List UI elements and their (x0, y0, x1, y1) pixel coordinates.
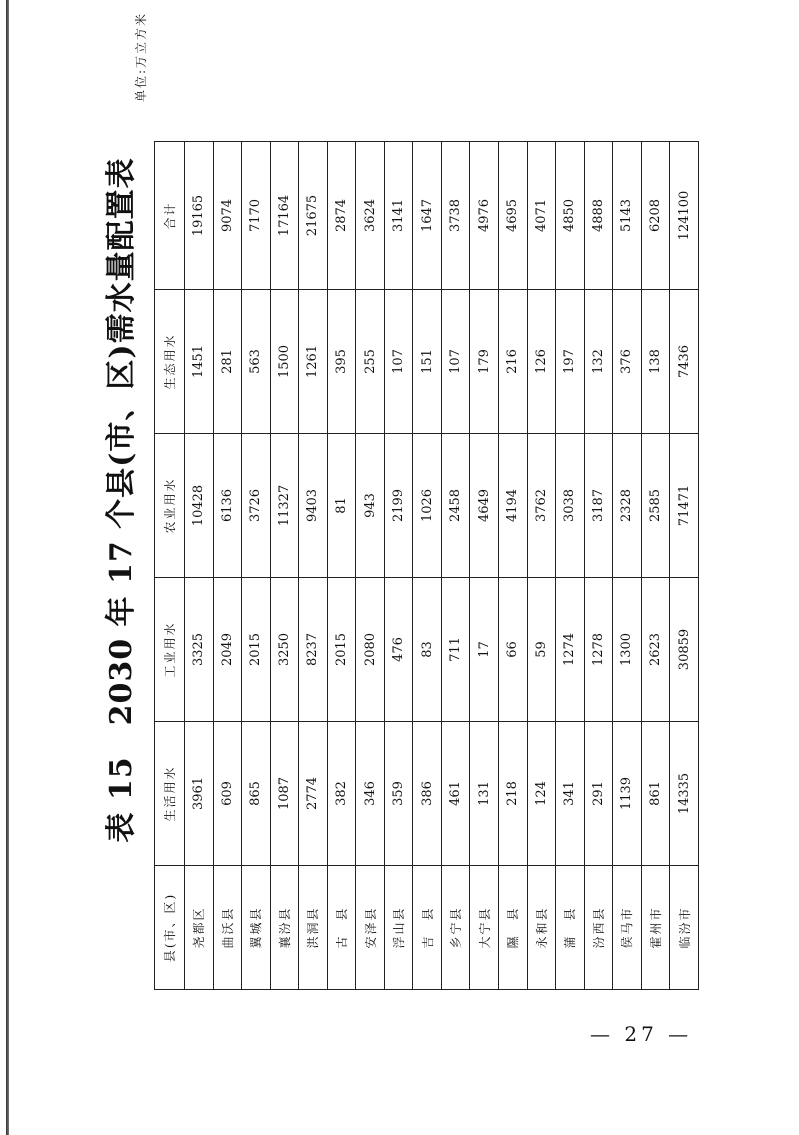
value-cell: 138 (641, 290, 670, 434)
value-cell: 1278 (584, 578, 613, 722)
value-cell: 2874 (327, 142, 356, 290)
value-cell: 3624 (356, 142, 385, 290)
table-row (499, 142, 528, 990)
header-county: 县(市、区) (155, 866, 185, 990)
value-cell: 132 (584, 290, 613, 434)
county-name-cell: 洪洞县 (299, 866, 328, 990)
county-name-cell: 乡宁县 (441, 866, 470, 990)
value-cell: 395 (327, 290, 356, 434)
table-row (327, 142, 356, 990)
value-cell: 2049 (213, 578, 242, 722)
value-cell: 3762 (527, 434, 556, 578)
header-domestic: 生活用水 (155, 722, 185, 866)
rotated-table-area (100, 10, 702, 990)
county-name-cell: 古 县 (327, 866, 356, 990)
unit-label: 单位:万立方米 (134, 12, 148, 103)
value-cell: 3738 (441, 142, 470, 290)
table-row (470, 142, 499, 990)
value-cell: 8237 (299, 578, 328, 722)
value-cell: 1451 (185, 290, 214, 434)
table-title: 表 15 2030 年 17 个县(市、区)需水量配置表 (104, 157, 139, 843)
table-row (441, 142, 470, 990)
table-row (270, 142, 299, 990)
county-name-cell: 曲沃县 (213, 866, 242, 990)
value-cell: 17 (470, 578, 499, 722)
value-cell: 11327 (270, 434, 299, 578)
value-cell: 4194 (499, 434, 528, 578)
value-cell: 376 (613, 290, 642, 434)
value-cell: 359 (384, 722, 413, 866)
table-row (299, 142, 328, 990)
value-cell: 14335 (670, 722, 699, 866)
value-cell: 255 (356, 290, 385, 434)
value-cell: 3187 (584, 434, 613, 578)
value-cell: 861 (641, 722, 670, 866)
value-cell: 943 (356, 434, 385, 578)
value-cell: 10428 (185, 434, 214, 578)
county-name-cell: 隰 县 (499, 866, 528, 990)
value-cell: 711 (441, 578, 470, 722)
value-cell: 124100 (670, 142, 699, 290)
value-cell: 126 (527, 290, 556, 434)
header-total: 合计 (155, 142, 185, 290)
table-row (356, 142, 385, 990)
value-cell: 563 (242, 290, 271, 434)
county-name-cell: 吉 县 (413, 866, 442, 990)
value-cell: 107 (384, 290, 413, 434)
water-demand-table (154, 141, 699, 990)
value-cell: 124 (527, 722, 556, 866)
value-cell: 1300 (613, 578, 642, 722)
table-row (641, 142, 670, 990)
value-cell: 131 (470, 722, 499, 866)
county-name-cell: 蒲 县 (556, 866, 585, 990)
value-cell: 7170 (242, 142, 271, 290)
value-cell: 218 (499, 722, 528, 866)
value-cell: 6208 (641, 142, 670, 290)
table-row (584, 142, 613, 990)
header-agricultural: 农业用水 (155, 434, 185, 578)
value-cell: 3726 (242, 434, 271, 578)
value-cell: 21675 (299, 142, 328, 290)
value-cell: 2199 (384, 434, 413, 578)
value-cell: 9403 (299, 434, 328, 578)
county-name-cell: 襄汾县 (270, 866, 299, 990)
value-cell: 1647 (413, 142, 442, 290)
value-cell: 461 (441, 722, 470, 866)
value-cell: 1139 (613, 722, 642, 866)
county-name-cell: 翼城县 (242, 866, 271, 990)
table-header-row (155, 142, 185, 990)
value-cell: 2458 (441, 434, 470, 578)
value-cell: 179 (470, 290, 499, 434)
value-cell: 83 (413, 578, 442, 722)
table-row (242, 142, 271, 990)
value-cell: 81 (327, 434, 356, 578)
value-cell: 216 (499, 290, 528, 434)
value-cell: 7436 (670, 290, 699, 434)
header-ecological: 生态用水 (155, 290, 185, 434)
county-name-cell: 大宁县 (470, 866, 499, 990)
value-cell: 59 (527, 578, 556, 722)
value-cell: 1087 (270, 722, 299, 866)
table-row (185, 142, 214, 990)
value-cell: 341 (556, 722, 585, 866)
value-cell: 9074 (213, 142, 242, 290)
value-cell: 3141 (384, 142, 413, 290)
value-cell: 5143 (613, 142, 642, 290)
value-cell: 865 (242, 722, 271, 866)
value-cell: 2328 (613, 434, 642, 578)
value-cell: 4695 (499, 142, 528, 290)
county-name-cell: 临汾市 (670, 866, 699, 990)
value-cell: 2015 (242, 578, 271, 722)
value-cell: 281 (213, 290, 242, 434)
value-cell: 197 (556, 290, 585, 434)
table-row (527, 142, 556, 990)
value-cell: 291 (584, 722, 613, 866)
value-cell: 151 (413, 290, 442, 434)
value-cell: 2585 (641, 434, 670, 578)
county-name-cell: 侯马市 (613, 866, 642, 990)
value-cell: 6136 (213, 434, 242, 578)
county-name-cell: 尧都区 (185, 866, 214, 990)
value-cell: 4850 (556, 142, 585, 290)
table-row (213, 142, 242, 990)
table-row (613, 142, 642, 990)
table-row (384, 142, 413, 990)
value-cell: 3250 (270, 578, 299, 722)
value-cell: 1261 (299, 290, 328, 434)
page-number: — 27 — (590, 1022, 693, 1046)
value-cell: 107 (441, 290, 470, 434)
value-cell: 4649 (470, 434, 499, 578)
value-cell: 382 (327, 722, 356, 866)
value-cell: 2080 (356, 578, 385, 722)
value-cell: 3961 (185, 722, 214, 866)
table-row (670, 142, 699, 990)
value-cell: 19165 (185, 142, 214, 290)
table-row (556, 142, 585, 990)
value-cell: 1500 (270, 290, 299, 434)
county-name-cell: 浮山县 (384, 866, 413, 990)
value-cell: 476 (384, 578, 413, 722)
county-name-cell: 霍州市 (641, 866, 670, 990)
value-cell: 30859 (670, 578, 699, 722)
value-cell: 4888 (584, 142, 613, 290)
value-cell: 3038 (556, 434, 585, 578)
table-row (413, 142, 442, 990)
value-cell: 2774 (299, 722, 328, 866)
header-industrial: 工业用水 (155, 578, 185, 722)
value-cell: 4976 (470, 142, 499, 290)
county-name-cell: 永和县 (527, 866, 556, 990)
value-cell: 71471 (670, 434, 699, 578)
value-cell: 4071 (527, 142, 556, 290)
value-cell: 2015 (327, 578, 356, 722)
value-cell: 386 (413, 722, 442, 866)
value-cell: 2623 (641, 578, 670, 722)
value-cell: 66 (499, 578, 528, 722)
value-cell: 609 (213, 722, 242, 866)
page-edge-shadow (6, 0, 9, 1135)
value-cell: 346 (356, 722, 385, 866)
value-cell: 1274 (556, 578, 585, 722)
value-cell: 3325 (185, 578, 214, 722)
county-name-cell: 汾西县 (584, 866, 613, 990)
county-name-cell: 安泽县 (356, 866, 385, 990)
value-cell: 1026 (413, 434, 442, 578)
value-cell: 17164 (270, 142, 299, 290)
